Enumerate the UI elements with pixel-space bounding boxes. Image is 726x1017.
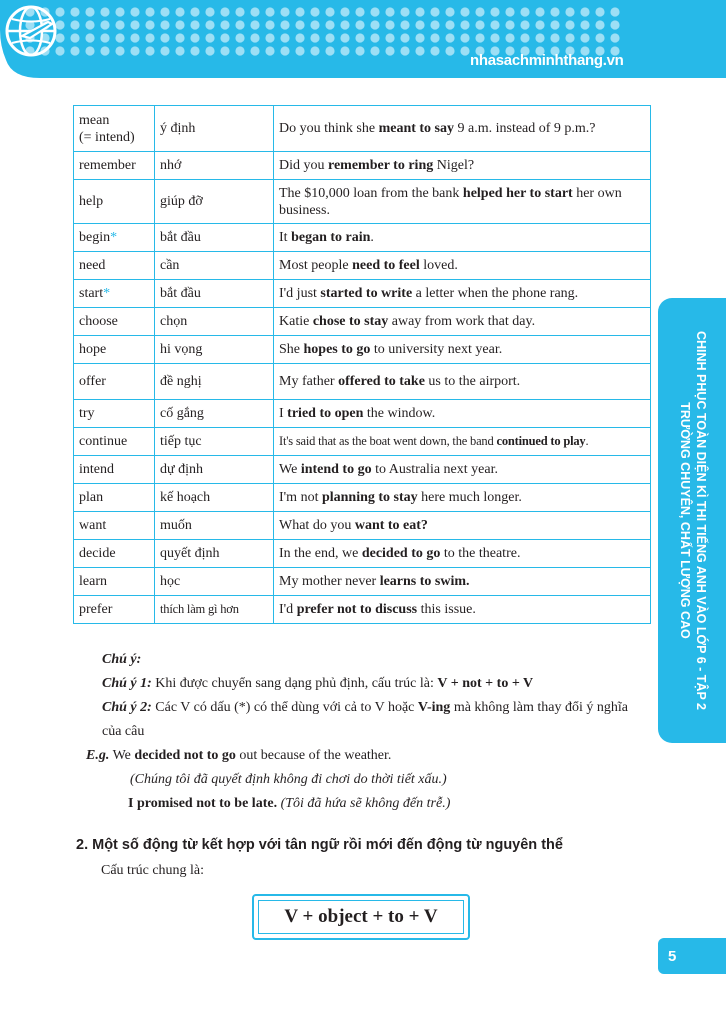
verb-cell xyxy=(74,512,155,540)
example-text: us to the airport. xyxy=(424,374,521,389)
note2-label: Chú ý 2: xyxy=(102,700,152,715)
example-translation: (Chúng tôi đã quyết định không đi chơi do thời tiết xấu.) xyxy=(130,772,447,787)
table-row xyxy=(74,568,651,596)
meaning-cell: bắt đầu xyxy=(155,224,274,252)
verb-text: offer xyxy=(79,374,106,389)
example-text: the window. xyxy=(363,406,436,421)
example-highlight: want to eat? xyxy=(354,518,428,533)
note-1 xyxy=(82,672,650,696)
verb-cell xyxy=(74,152,155,180)
note1-text: Khi được chuyển sang dạng phủ định, cấu trúc là: xyxy=(151,676,438,691)
table-row xyxy=(74,456,651,484)
example-cell xyxy=(274,224,651,252)
verb-text: need xyxy=(79,258,106,273)
meaning-cell: thích làm gì hơn xyxy=(155,596,274,624)
example-highlight: learns to swim. xyxy=(379,574,470,589)
verb-cell xyxy=(74,596,155,624)
verb-cell xyxy=(74,336,155,364)
example-highlight: intend to go xyxy=(300,462,372,477)
meaning-cell: chọn xyxy=(155,308,274,336)
banner-graphic xyxy=(0,0,726,92)
example-text: loved. xyxy=(419,258,458,273)
example-text: I'd just xyxy=(279,286,321,301)
verb-text: learn xyxy=(79,574,107,589)
example-cell xyxy=(274,428,651,456)
verb-text: continue xyxy=(79,434,128,449)
table-row xyxy=(74,280,651,308)
example-highlight: began to rain xyxy=(291,230,371,245)
example-text: She xyxy=(279,342,304,357)
example-text: My father xyxy=(279,374,339,389)
verb-table xyxy=(73,105,651,624)
verb-cell xyxy=(74,308,155,336)
note-2 xyxy=(82,696,650,744)
example-text: Did you xyxy=(279,158,328,173)
formula-box xyxy=(252,894,470,940)
structure-intro: Cấu trúc chung là: xyxy=(101,863,205,878)
example-cell xyxy=(274,152,651,180)
example-highlight: planning to stay xyxy=(321,490,418,505)
table-row xyxy=(74,224,651,252)
example-text: to university next year. xyxy=(370,342,503,357)
eg-text-a: We xyxy=(109,748,135,763)
meaning-cell: muốn xyxy=(155,512,274,540)
example-text: In the end, we xyxy=(279,546,362,561)
example-cell xyxy=(274,568,651,596)
table-row xyxy=(74,152,651,180)
meaning-cell: dự định xyxy=(155,456,274,484)
note1-formula: V + not + to + V xyxy=(437,676,534,691)
table-row xyxy=(74,180,651,224)
eg-label: E.g. xyxy=(86,748,110,763)
verb-cell xyxy=(74,180,155,224)
verb-text: begin xyxy=(79,230,111,245)
example-cell xyxy=(274,106,651,152)
example-highlight: helped her to start xyxy=(462,185,573,201)
verb-text: start xyxy=(79,286,104,301)
notes-section xyxy=(82,648,650,816)
table-row xyxy=(74,106,651,152)
eg-bold: decided not to go xyxy=(134,748,236,763)
example-text: I'd xyxy=(279,602,297,617)
example-text: this issue. xyxy=(417,602,476,617)
side-tab-text xyxy=(658,298,726,743)
meaning-cell: quyết định xyxy=(155,540,274,568)
example-cell xyxy=(274,512,651,540)
verb-cell xyxy=(74,484,155,512)
verb-text: remember xyxy=(79,158,136,173)
example-text: I'm not xyxy=(279,490,322,505)
meaning-cell: giúp đỡ xyxy=(155,180,274,224)
table-row xyxy=(74,364,651,400)
verb-cell xyxy=(74,400,155,428)
example-highlight: need to feel xyxy=(352,258,420,273)
meaning-cell: kế hoạch xyxy=(155,484,274,512)
example-highlight: prefer not to discuss xyxy=(296,602,418,617)
notes-heading: Chú ý: xyxy=(102,652,142,667)
example-text: . xyxy=(585,434,589,448)
example-cell xyxy=(274,484,651,512)
verb-cell xyxy=(74,252,155,280)
meaning-cell: cố gắng xyxy=(155,400,274,428)
example-text: Katie xyxy=(279,314,313,329)
formula-text: V + object + to + V xyxy=(258,900,464,934)
promise-bold: I promised not to be late. xyxy=(128,796,278,811)
meaning-cell: học xyxy=(155,568,274,596)
verb-text: want xyxy=(79,518,107,533)
verb-cell xyxy=(74,456,155,484)
example-highlight: started to write xyxy=(320,286,413,301)
example-text: What do you xyxy=(279,518,355,533)
verb-text: hope xyxy=(79,342,107,357)
example-text: The $10,000 loan from the bank xyxy=(279,185,463,201)
verb-cell xyxy=(74,224,155,252)
example-text: . xyxy=(370,230,374,245)
page-number: 5 xyxy=(658,938,726,974)
meaning-cell: nhớ xyxy=(155,152,274,180)
verb-note: (= intend) xyxy=(79,129,135,145)
asterisk-mark: * xyxy=(110,230,118,245)
example-highlight: offered to take xyxy=(338,374,425,389)
verb-text: decide xyxy=(79,546,116,561)
side-tab-line2: TRƯỜNG CHUYÊN, CHẤT LƯỢNG CAO xyxy=(678,402,692,639)
table-row xyxy=(74,484,651,512)
verb-text: mean xyxy=(79,112,110,128)
example-text: her own business. xyxy=(279,185,622,218)
example-highlight: remember to ring xyxy=(328,158,434,173)
example-text: It xyxy=(279,230,292,245)
meaning-cell: ý định xyxy=(155,106,274,152)
verb-cell xyxy=(74,428,155,456)
side-tab-line1: CHINH PHỤC TOÀN DIỆN KÌ THI TIẾNG ANH VÀO LỚP 6 - TẬP 2 xyxy=(694,331,708,710)
meaning-cell: đề nghị xyxy=(155,364,274,400)
example-cell xyxy=(274,596,651,624)
table-row xyxy=(74,308,651,336)
asterisk-mark: * xyxy=(103,286,111,301)
example-cell xyxy=(274,400,651,428)
table-row xyxy=(74,336,651,364)
side-tab xyxy=(658,298,726,743)
eg-text-b: out because of the weather. xyxy=(235,748,392,763)
example-cell xyxy=(274,252,651,280)
example-text: a letter when the phone rang. xyxy=(412,286,579,301)
example-cell xyxy=(274,336,651,364)
example-text: We xyxy=(279,462,301,477)
table-row xyxy=(74,252,651,280)
example-text: My mother never xyxy=(279,574,380,589)
example-cell xyxy=(274,308,651,336)
example-text: Do you think she xyxy=(279,121,379,136)
example-highlight: continued to play xyxy=(496,434,586,448)
meaning-cell: cần xyxy=(155,252,274,280)
example-highlight: hopes to go xyxy=(303,342,371,357)
verb-cell xyxy=(74,540,155,568)
verb-text: choose xyxy=(79,314,118,329)
note2-text-a: Các V có dấu (*) có thể dùng với cả to V hoặc xyxy=(151,700,418,715)
verb-cell xyxy=(74,568,155,596)
example-line xyxy=(82,744,650,768)
verb-cell xyxy=(74,106,155,152)
example-cell xyxy=(274,456,651,484)
note1-label: Chú ý 1: xyxy=(102,676,152,691)
example-cell xyxy=(274,280,651,308)
verb-cell xyxy=(74,364,155,400)
verb-text: prefer xyxy=(79,602,113,617)
promise-example xyxy=(82,792,650,816)
example-highlight: chose to stay xyxy=(312,314,389,329)
verb-text: try xyxy=(79,406,95,421)
verb-text: plan xyxy=(79,490,104,505)
verb-table-body xyxy=(74,106,651,624)
section-2-heading: 2. Một số động từ kết hợp với tân ngữ rồi mới đến động từ nguyên thể xyxy=(76,837,563,853)
example-text: here much longer. xyxy=(417,490,522,505)
example-highlight: decided to go xyxy=(361,546,441,561)
site-url: nhasachminhthang.vn xyxy=(470,52,624,69)
example-highlight: tried to open xyxy=(287,406,364,421)
example-text: to the theatre. xyxy=(440,546,521,561)
example-highlight: meant to say xyxy=(378,121,454,136)
example-text: to Australia next year. xyxy=(371,462,498,477)
example-text: Nigel? xyxy=(433,158,475,173)
meaning-cell: bắt đầu xyxy=(155,280,274,308)
header-banner xyxy=(0,0,726,92)
meaning-cell: tiếp tục xyxy=(155,428,274,456)
example-cell xyxy=(274,364,651,400)
note2-text-b: mà không làm thay đổi ý nghĩa của câu xyxy=(102,700,629,739)
table-row xyxy=(74,400,651,428)
example-text: I xyxy=(279,406,288,421)
example-text: It's said that as the boat went down, the band xyxy=(279,434,497,448)
meaning-cell: hi vọng xyxy=(155,336,274,364)
verb-text: intend xyxy=(79,462,114,477)
promise-translation: (Tôi đã hứa sẽ không đến trễ.) xyxy=(277,796,451,811)
table-row xyxy=(74,540,651,568)
example-cell xyxy=(274,540,651,568)
note2-bold: V-ing xyxy=(417,700,451,715)
table-row xyxy=(74,512,651,540)
globe-plane-icon xyxy=(0,0,62,62)
table-row xyxy=(74,428,651,456)
verb-text: help xyxy=(79,194,104,209)
example-text: 9 a.m. instead of 9 p.m.? xyxy=(454,121,596,136)
example-cell xyxy=(274,180,651,224)
verb-cell xyxy=(74,280,155,308)
table-row xyxy=(74,596,651,624)
example-text: away from work that day. xyxy=(388,314,536,329)
example-text: Most people xyxy=(279,258,353,273)
